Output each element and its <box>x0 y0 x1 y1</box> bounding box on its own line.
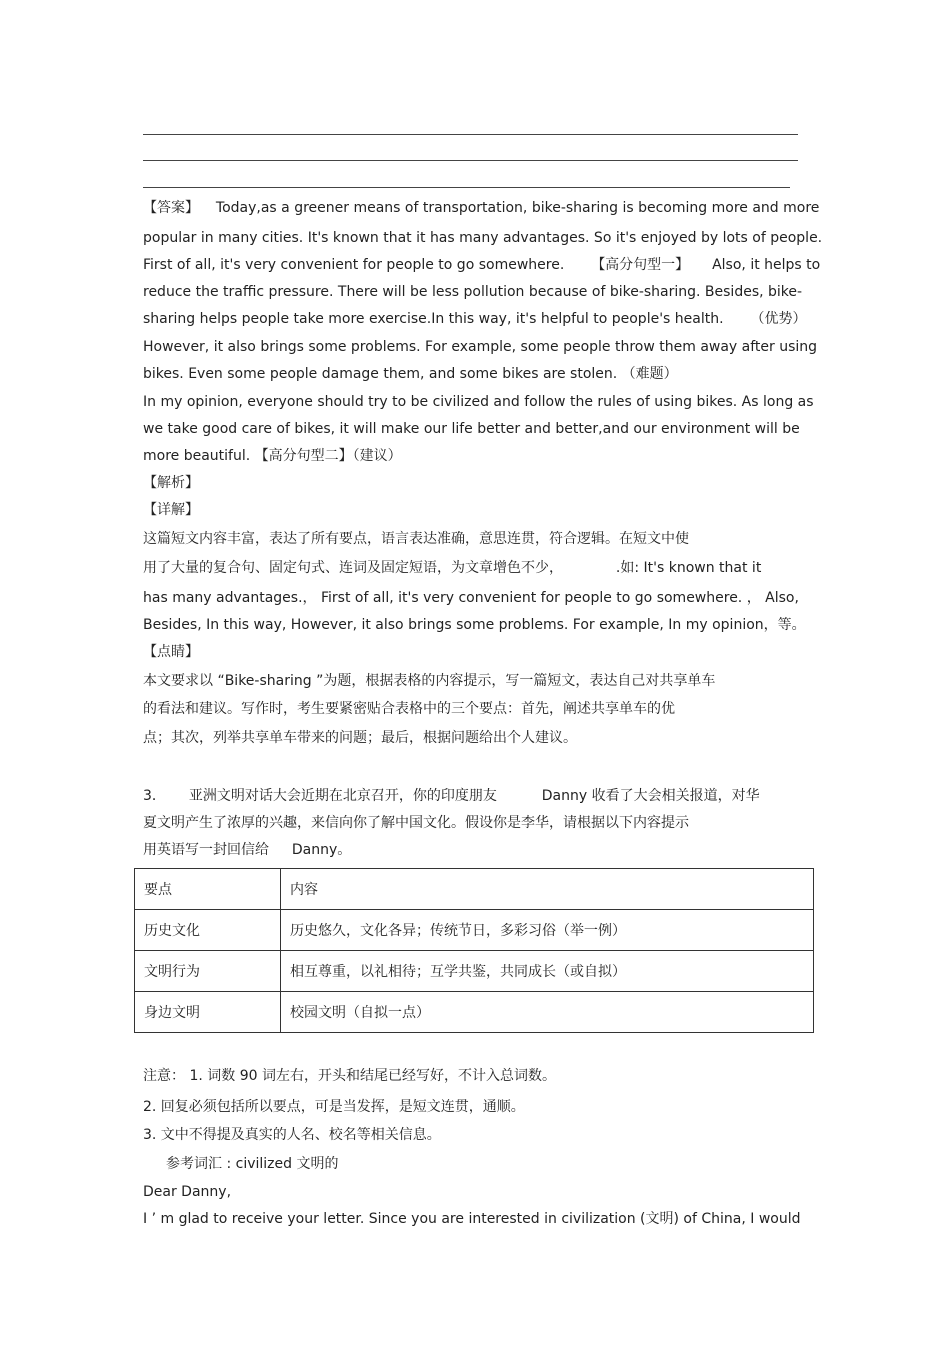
letter-greeting: Dear Danny, <box>143 1184 232 1200</box>
detail-heading: 【详解】 <box>143 502 199 518</box>
table-row <box>135 992 814 1033</box>
answer-label: 【答案】 <box>143 200 199 216</box>
answer-text: First of all, it's very convenient for people to go somewhere. <box>143 257 565 273</box>
detail-text: .如: It's known that it <box>615 560 762 576</box>
question-3-line-1 <box>143 787 760 805</box>
answer-text: Also, it helps to <box>712 257 821 273</box>
blank-answer-line-3 <box>143 187 790 188</box>
note-line-3: 3. 文中不得提及真实的人名、校名等相关信息。 <box>143 1127 441 1143</box>
table-cell: 身边文明 <box>135 992 281 1033</box>
sentence-tag: （优势） <box>750 311 807 327</box>
blank-answer-line-1 <box>143 134 798 135</box>
question-text: Danny。 <box>291 842 352 858</box>
table-row <box>135 910 814 951</box>
table-cell: 文明行为 <box>135 951 281 992</box>
table-cell: 历史文化 <box>135 910 281 951</box>
table-row <box>135 951 814 992</box>
table-header-row <box>135 869 814 910</box>
sentence-tag: 【高分句型一】 <box>591 257 690 273</box>
answer-line-8: In my opinion, everyone should try to be civilized and follow the rules of using bikes. As long as <box>143 394 814 410</box>
note-line-2: 2. 回复必须包括所以要点，可是当发挥，是短文连贯，通顺。 <box>143 1099 525 1115</box>
question-3-line-2: 夏文明产生了浓厚的兴趣，来信向你了解中国文化。假设你是李华，请根据以下内容提示 <box>143 815 689 831</box>
detail-line-1: 这篇短文内容丰富，表达了所有要点，语言表达准确，意思连贯，符合逻辑。在短文中使 <box>143 531 689 547</box>
table-header-cell: 要点 <box>135 869 281 910</box>
blank-answer-line-2 <box>143 160 798 161</box>
answer-text: sharing helps people take more exercise.In this way, it's helpful to people's health. <box>143 311 724 327</box>
answer-line-10: more beautiful. 【高分句型二】（建议） <box>143 448 402 464</box>
table-cell: 历史悠久，文化各异；传统节日，多彩习俗（举一例） <box>281 910 814 951</box>
analysis-heading: 【解析】 <box>143 475 199 491</box>
vocabulary-hint: 参考词汇 : civilized 文明的 <box>166 1156 339 1172</box>
detail-line-3: has many advantages.， First of all, it's very convenient for people to go somewhere. ， Also, <box>143 590 799 606</box>
table-cell: 相互尊重，以礼相待；互学共鉴，共同成长（或自拟） <box>281 951 814 992</box>
detail-line-2 <box>143 559 761 577</box>
answer-text: Today,as a greener means of transportation, bike-sharing is becoming more and more <box>215 200 820 216</box>
table-header-cell: 内容 <box>281 869 814 910</box>
tip-line-3: 点；其次，列举共享单车带来的问题；最后，根据问题给出个人建议。 <box>143 730 577 746</box>
answer-line-4: reduce the traffic pressure. There will be less pollution because of bike-sharing. Besides, bike- <box>143 284 803 300</box>
detail-text: 用了大量的复合句、固定句式、连词及固定短语，为文章增色不少， <box>143 560 563 576</box>
key-points-table <box>134 868 814 1033</box>
answer-line-6: However, it also brings some problems. For example, some people throw them away after using <box>143 339 818 355</box>
tip-heading: 【点睛】 <box>143 644 199 660</box>
question-text: 亚洲文明对话大会近期在北京召开，你的印度朋友 <box>188 788 497 804</box>
tip-line-2: 的看法和建议。写作时，考生要紧密贴合表格中的三个要点：首先，阐述共享单车的优 <box>143 701 675 717</box>
table-cell: 校园文明（自拟一点） <box>281 992 814 1033</box>
question-3-line-3 <box>143 841 351 859</box>
answer-line-3 <box>143 256 820 274</box>
question-text: 用英语写一封回信给 <box>143 842 269 858</box>
note-line-1: 注意： 1. 词数 90 词左右，开头和结尾已经写好，不计入总词数。 <box>143 1068 556 1084</box>
answer-line-1 <box>143 199 819 217</box>
answer-line-5 <box>143 310 806 328</box>
answer-line-2: popular in many cities. It's known that it has many advantages. So it's enjoyed by lots of people. <box>143 230 823 246</box>
tip-line-1: 本文要求以 “Bike-sharing ”为题，根据表格的内容提示，写一篇短文，表达自己对共享单车 <box>143 673 716 689</box>
question-number: 3． <box>143 788 166 804</box>
letter-line-1: I ’ m glad to receive your letter. Since you are interested in civilization (文明) of China, I would <box>143 1211 801 1227</box>
answer-line-7: bikes. Even some people damage them, and some bikes are stolen. （难题） <box>143 366 678 382</box>
detail-line-4: Besides, In this way, However, it also brings some problems. For example, In my opinion，等。 <box>143 617 806 633</box>
answer-line-9: we take good care of bikes, it will make our life better and better,and our environment will be <box>143 421 800 437</box>
question-text: Danny 收看了大会相关报道，对华 <box>541 788 760 804</box>
